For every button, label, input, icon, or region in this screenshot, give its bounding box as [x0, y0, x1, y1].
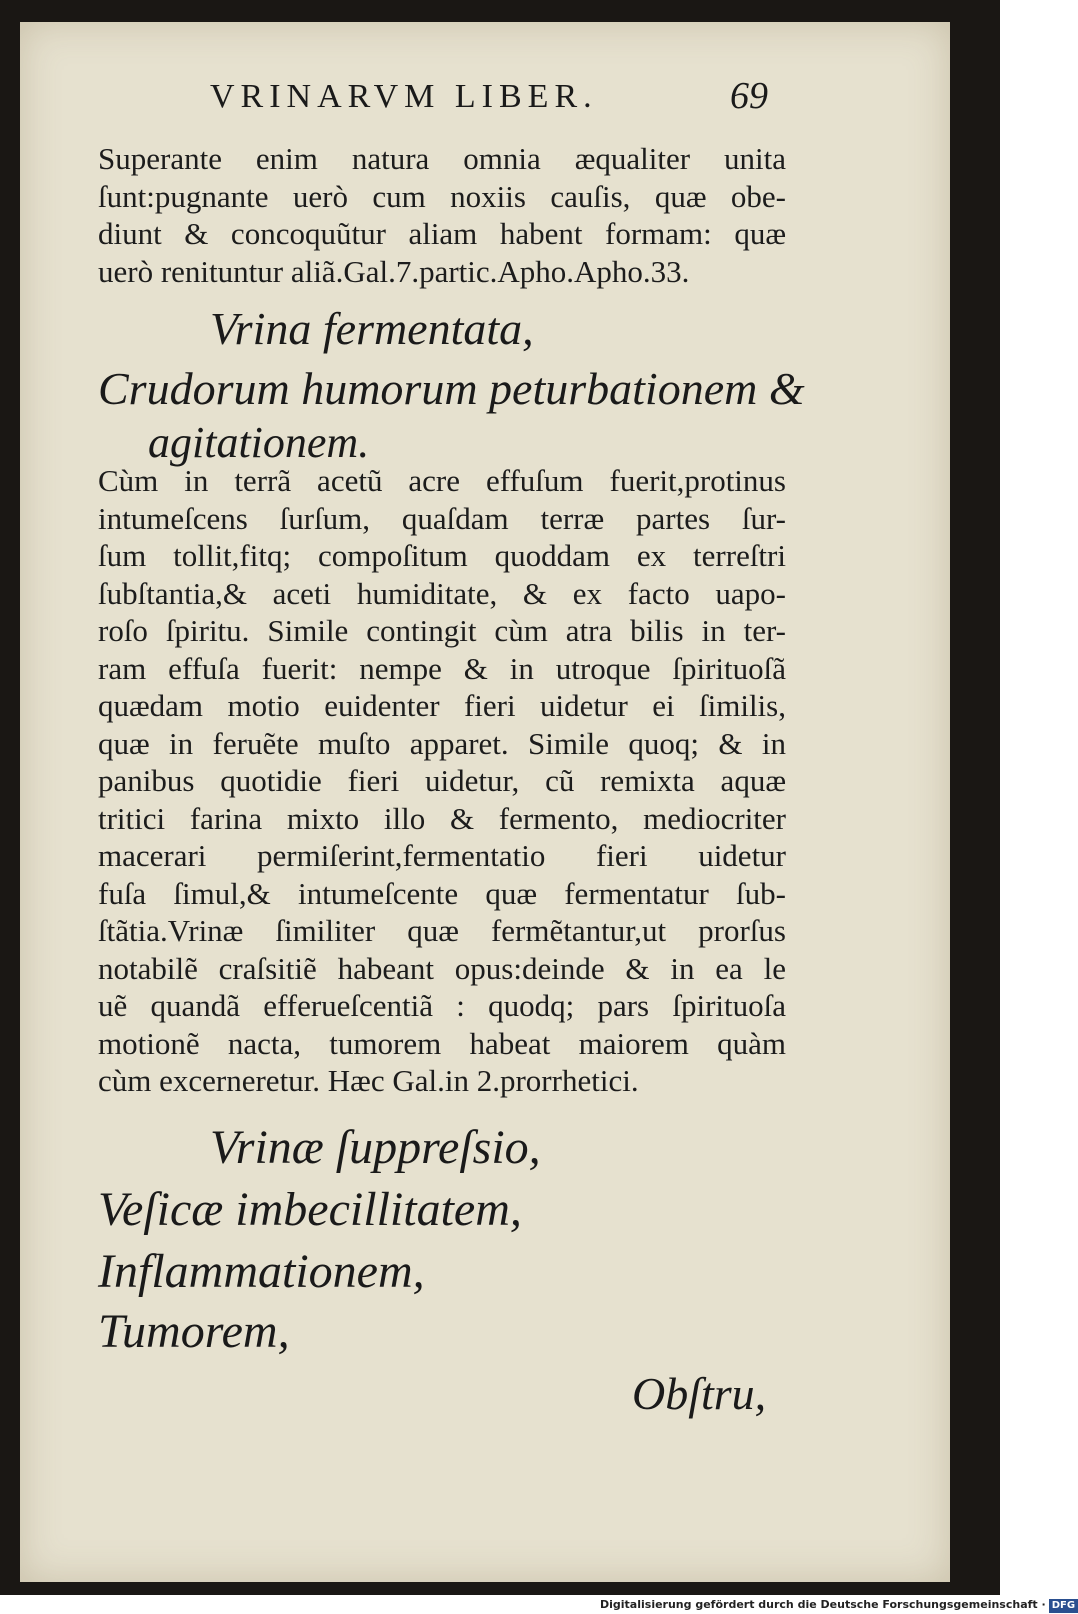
text-line: roſo ſpiritu. Simile contingit cùm atra bilis in ter-: [98, 613, 786, 648]
heading-2-line-1: Vrinæ ſuppreſsio,: [210, 1121, 541, 1174]
footer-text: Digitalisierung gefördert durch die Deutsche Forschungsgemeinschaft: [600, 1598, 1038, 1611]
dfg-logo: DFG: [1049, 1599, 1078, 1613]
text-line: uerò renituntur aliã.Gal.7.partic.Apho.Apho.33.: [98, 253, 690, 289]
text-line: Superante enim natura omnia æqualiter unita: [98, 141, 786, 176]
text-line: cùm excerneretur. Hæc Gal.in 2.prorrhetici.: [98, 1063, 639, 1098]
text-line: quædam motio euidenter fieri uidetur ei ſimilis,: [98, 688, 786, 723]
text-line: motionẽ nacta, tumorem habeat maiorem quàm: [98, 1025, 786, 1061]
page-number: 69: [730, 75, 768, 117]
digitization-footer: Digitalisierung gefördert durch die Deutsche Forschungsgemeinschaft · DFG: [600, 1595, 1000, 1614]
text-line: notabilẽ craſsitiẽ habeant opus:deinde & in ea le: [98, 950, 786, 986]
text-line: tritici farina mixto illo & fermento, mediocriter: [98, 800, 786, 836]
book-page: [20, 22, 950, 1582]
text-line: macerari permiſerint,fermentatio fieri uidetur: [98, 838, 786, 873]
text-line: ſtãtia.Vrinæ ſimiliter quæ fermẽtantur,ut prorſus: [98, 913, 786, 948]
paragraph-2: [98, 462, 786, 1100]
text-line: fuſa ſimul,& intumeſcente quæ fermentatur ſub-: [98, 875, 786, 911]
text-line: quæ in feruẽte muſto apparet. Simile quoq; & in: [98, 725, 786, 761]
text-line: ſubſtantia,& aceti humiditate, & ex facto uapo-: [98, 575, 786, 611]
text-line: ſum tollit,fitq; compoſitum quoddam ex terreſtri: [98, 538, 786, 573]
text-line: diunt & concoquũtur aliam habent formam: quæ: [98, 216, 786, 251]
text-line: panibus quotidie fieri uidetur, cũ remixta aquæ: [98, 763, 786, 798]
text-line: Cùm in terrã acetũ acre effuſum fuerit,protinus: [98, 463, 786, 498]
heading-2-line-4: Tumorem,: [98, 1305, 290, 1358]
heading-1-line-2: Crudorum humorum peturbationem &: [98, 363, 805, 414]
heading-1-line-3: agitationem.: [148, 418, 370, 467]
catchword: Obſtru,: [632, 1368, 767, 1419]
text-line: intumeſcens ſurſum, quaſdam terræ partes ſur-: [98, 500, 786, 536]
running-head: VRINARVM LIBER.: [210, 78, 598, 115]
heading-1-line-1: Vrina fermentata,: [210, 303, 534, 354]
text-line: ram effuſa fuerit: nempe & in utroque ſpirituoſã: [98, 650, 786, 686]
text-line: uẽ quandã efferueſcentiã : quodq; pars ſpirituoſa: [98, 988, 786, 1023]
text-line: ſunt:pugnante uerò cum noxiis cauſis, quæ obe-: [98, 178, 786, 214]
page-header: [20, 74, 950, 124]
heading-2-line-3: Inflammationem,: [98, 1245, 425, 1298]
heading-2-line-2: Veſicæ imbecillitatem,: [98, 1183, 522, 1236]
paragraph-1: [98, 140, 786, 290]
